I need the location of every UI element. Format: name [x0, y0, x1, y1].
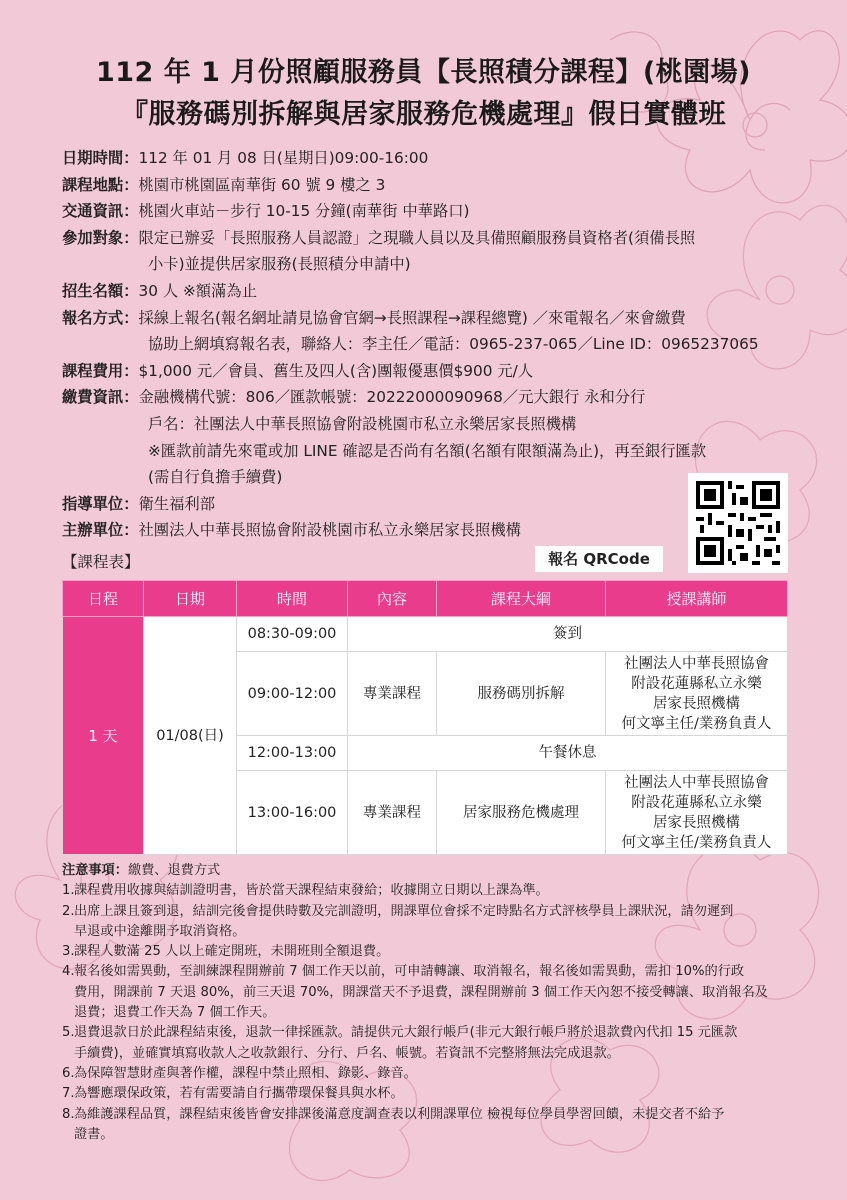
info-value-continued: (需自行負擔手續費) [148, 468, 283, 487]
note-line: 證書。 [74, 1126, 114, 1142]
lecturer-cell [606, 771, 788, 855]
info-value: $1,000 元／會員、舊生及四人(含)團報優惠價$900 元/人 [138, 361, 534, 380]
note-line: 課程人數滿 25 人以上確定開班，未開班則全額退費。 [74, 944, 390, 960]
time-cell: 09:00-12:00 [237, 652, 348, 736]
info-row-payment [62, 384, 797, 411]
day-cell: 1 天 [63, 617, 144, 855]
outline-cell: 服務碼別拆解 [437, 652, 606, 736]
note-line: 退費；退費工作天為 7 個工作天。 [74, 1005, 276, 1021]
lecturer-line: 何文寧主任/業務負責人 [621, 715, 772, 732]
note-line: 為保障智慧財產與著作權，課程中禁止照相、錄影、錄音。 [74, 1065, 417, 1081]
note-number: 5. [62, 1025, 75, 1041]
info-value: 30 人 ※額滿為止 [138, 281, 257, 300]
info-value-continued: 戶名：社團法人中華長照協會附設桃園市私立永樂居家長照機構 [148, 414, 577, 433]
note-line: 為響應環保政策，若有需要請自行攜帶環保餐具與水杯。 [74, 1086, 404, 1102]
note-line: 退費退款日於此課程結束後，退款一律採匯款。請提供元大銀行帳戶(非元大銀行帳戶將於退款費內代扣 15 元匯款 [74, 1025, 738, 1041]
info-value-continued: 小卡)並提供居家服務(長照積分申請中) [148, 255, 411, 274]
outline-cell: 居家服務危機處理 [437, 771, 606, 855]
info-row-supervisor [62, 491, 797, 518]
info-label: 課程費用： [62, 361, 139, 380]
info-label: 課程地點： [62, 175, 139, 194]
lecturer-line: 社團法人中華長照協會 [624, 774, 769, 791]
info-label: 指導單位： [62, 494, 139, 513]
note-line: 為維護課程品質，課程結束後皆會安排課後滿意度調查表以利開課單位 檢視每位學員學習回饋，未提交者不給予 [74, 1106, 725, 1122]
list-item [62, 1105, 802, 1146]
notes-heading-label: 注意事項： [62, 863, 128, 878]
lecturer-line: 附設花蓮縣私立永樂 [631, 794, 762, 811]
time-cell: 08:30-09:00 [237, 617, 348, 652]
info-value-continued: ※匯款前請先來電或加 LINE 確認是否尚有名額(名額有限額滿為止)，再至銀行匯款 [148, 441, 707, 460]
page-subtitle: 『服務碼別拆解與居家服務危機處理』假日實體班 [121, 99, 726, 130]
info-label: 報名方式： [62, 308, 139, 327]
info-label: 日期時間： [62, 149, 139, 167]
info-row-quota [62, 278, 797, 305]
lecturer-line: 附設花蓮縣私立永樂 [631, 675, 762, 692]
notes-heading [62, 861, 802, 881]
info-value: 衛生福利部 [138, 494, 215, 513]
table-header-row [63, 581, 788, 617]
course-schedule-table [62, 580, 788, 855]
note-number: 1. [62, 883, 75, 899]
lecturer-line: 居家長照機構 [653, 695, 740, 712]
note-number: 6. [62, 1065, 75, 1081]
info-row-registration [62, 305, 797, 332]
date-cell: 01/08(日) [144, 617, 237, 855]
qr-code-icon [688, 473, 788, 573]
notes-heading-text: 繳費、退費方式 [127, 863, 221, 878]
list-item [62, 942, 802, 962]
info-label: 主辦單位： [62, 521, 139, 540]
note-number: 7. [62, 1086, 75, 1102]
info-value: 社團法人中華長照協會附設桃園市私立永樂居家長照機構 [138, 521, 521, 540]
note-line: 費用，開課前 7 天退 80%，前三天退 70%，開課當天不予退費，課程開辦前 3 個工作天內恕不接受轉讓、取消報名及 [74, 984, 768, 1000]
lecturer-line: 社團法人中華長照協會 [624, 655, 769, 672]
column-header-lecturer: 授課講師 [606, 581, 788, 617]
column-header-time: 時間 [237, 581, 348, 617]
table-row [63, 617, 788, 652]
qr-code-label: 報名 QRCode [535, 546, 663, 572]
note-line: 出席上課且簽到退，結訓完後會提供時數及完訓證明，開課單位會採不定時點名方式評核學員上課狀況，請勿遲到 [74, 903, 734, 919]
time-cell: 12:00-13:00 [237, 736, 348, 771]
info-row-location [62, 172, 797, 199]
notes-section [62, 861, 802, 1145]
info-row-audience [62, 225, 797, 252]
column-header-day: 日程 [63, 581, 144, 617]
note-number: 2. [62, 903, 75, 919]
info-value: 桃園市桃園區南華街 60 號 9 樓之 3 [138, 175, 386, 194]
note-number: 4. [62, 964, 75, 980]
info-value: 桃園火車站－步行 10-15 分鐘(南華街 中華路口) [138, 202, 470, 221]
list-item [62, 881, 802, 901]
note-line: 早退或中途離開予取消資格。 [74, 923, 246, 939]
notes-list [62, 881, 802, 1145]
note-line: 報名後如需異動，至訓練課程開辦前 7 個工作天以前，可申請轉讓、取消報名，報名後如需異動，需扣 10%的行政 [74, 964, 745, 980]
info-label: 繳費資訊： [62, 388, 139, 407]
time-cell: 13:00-16:00 [237, 771, 348, 855]
info-value: 採線上報名(報名網址請見協會官網→長照課程→課程總覽) ／來電報名／來會繳費 [138, 308, 686, 327]
content-cell: 專業課程 [348, 771, 437, 855]
info-value-continued: 協助上網填寫報名表，聯絡人：李主任／電話：0965-237-065／Line ID：0965237065 [148, 335, 759, 354]
note-line: 手續費)，並確實填寫收款人之收款銀行、分行、戶名、帳號。若資訊不完整將無法完成退款。 [74, 1045, 620, 1061]
column-header-date: 日期 [144, 581, 237, 617]
info-value: 金融機構代號：806／匯款帳號：20222000090968／元大銀行 永和分行 [138, 388, 646, 407]
list-item [62, 962, 802, 1023]
schedule-heading: 【課程表】 [62, 553, 140, 571]
list-item [62, 1084, 802, 1104]
info-row-datetime [62, 145, 797, 172]
merged-activity-cell: 簽到 [348, 617, 788, 652]
info-row-organizer [62, 517, 797, 544]
registration-qr-code[interactable] [688, 473, 788, 573]
info-value: 112 年 01 月 08 日(星期日)09:00-16:00 [138, 149, 429, 167]
page-title: 112 年 1 月份照顧服務員【長照積分課程】(桃園場) [95, 57, 752, 88]
lecturer-cell [606, 652, 788, 736]
info-label: 招生名額： [62, 281, 139, 300]
note-number: 8. [62, 1106, 75, 1122]
info-row-transport [62, 198, 797, 225]
info-label: 交通資訊： [62, 202, 139, 221]
merged-activity-cell: 午餐休息 [348, 736, 788, 771]
column-header-outline: 課程大綱 [437, 581, 606, 617]
list-item [62, 1023, 802, 1064]
info-label: 參加對象： [62, 228, 139, 247]
info-row-fee [62, 358, 797, 385]
note-number: 3. [62, 944, 75, 960]
lecturer-line: 何文寧主任/業務負責人 [621, 834, 772, 851]
note-line: 課程費用收據與結訓證明書，皆於當天課程結束發給；收據開立日期以上課為準。 [74, 883, 549, 899]
course-info [62, 145, 797, 544]
info-value: 限定已辦妥「長照服務人員認證」之現職人員以及具備照顧服務員資格者(須備長照 [138, 228, 696, 247]
list-item [62, 1064, 802, 1084]
lecturer-line: 居家長照機構 [653, 814, 740, 831]
list-item [62, 902, 802, 943]
content-cell: 專業課程 [348, 652, 437, 736]
column-header-content: 內容 [348, 581, 437, 617]
